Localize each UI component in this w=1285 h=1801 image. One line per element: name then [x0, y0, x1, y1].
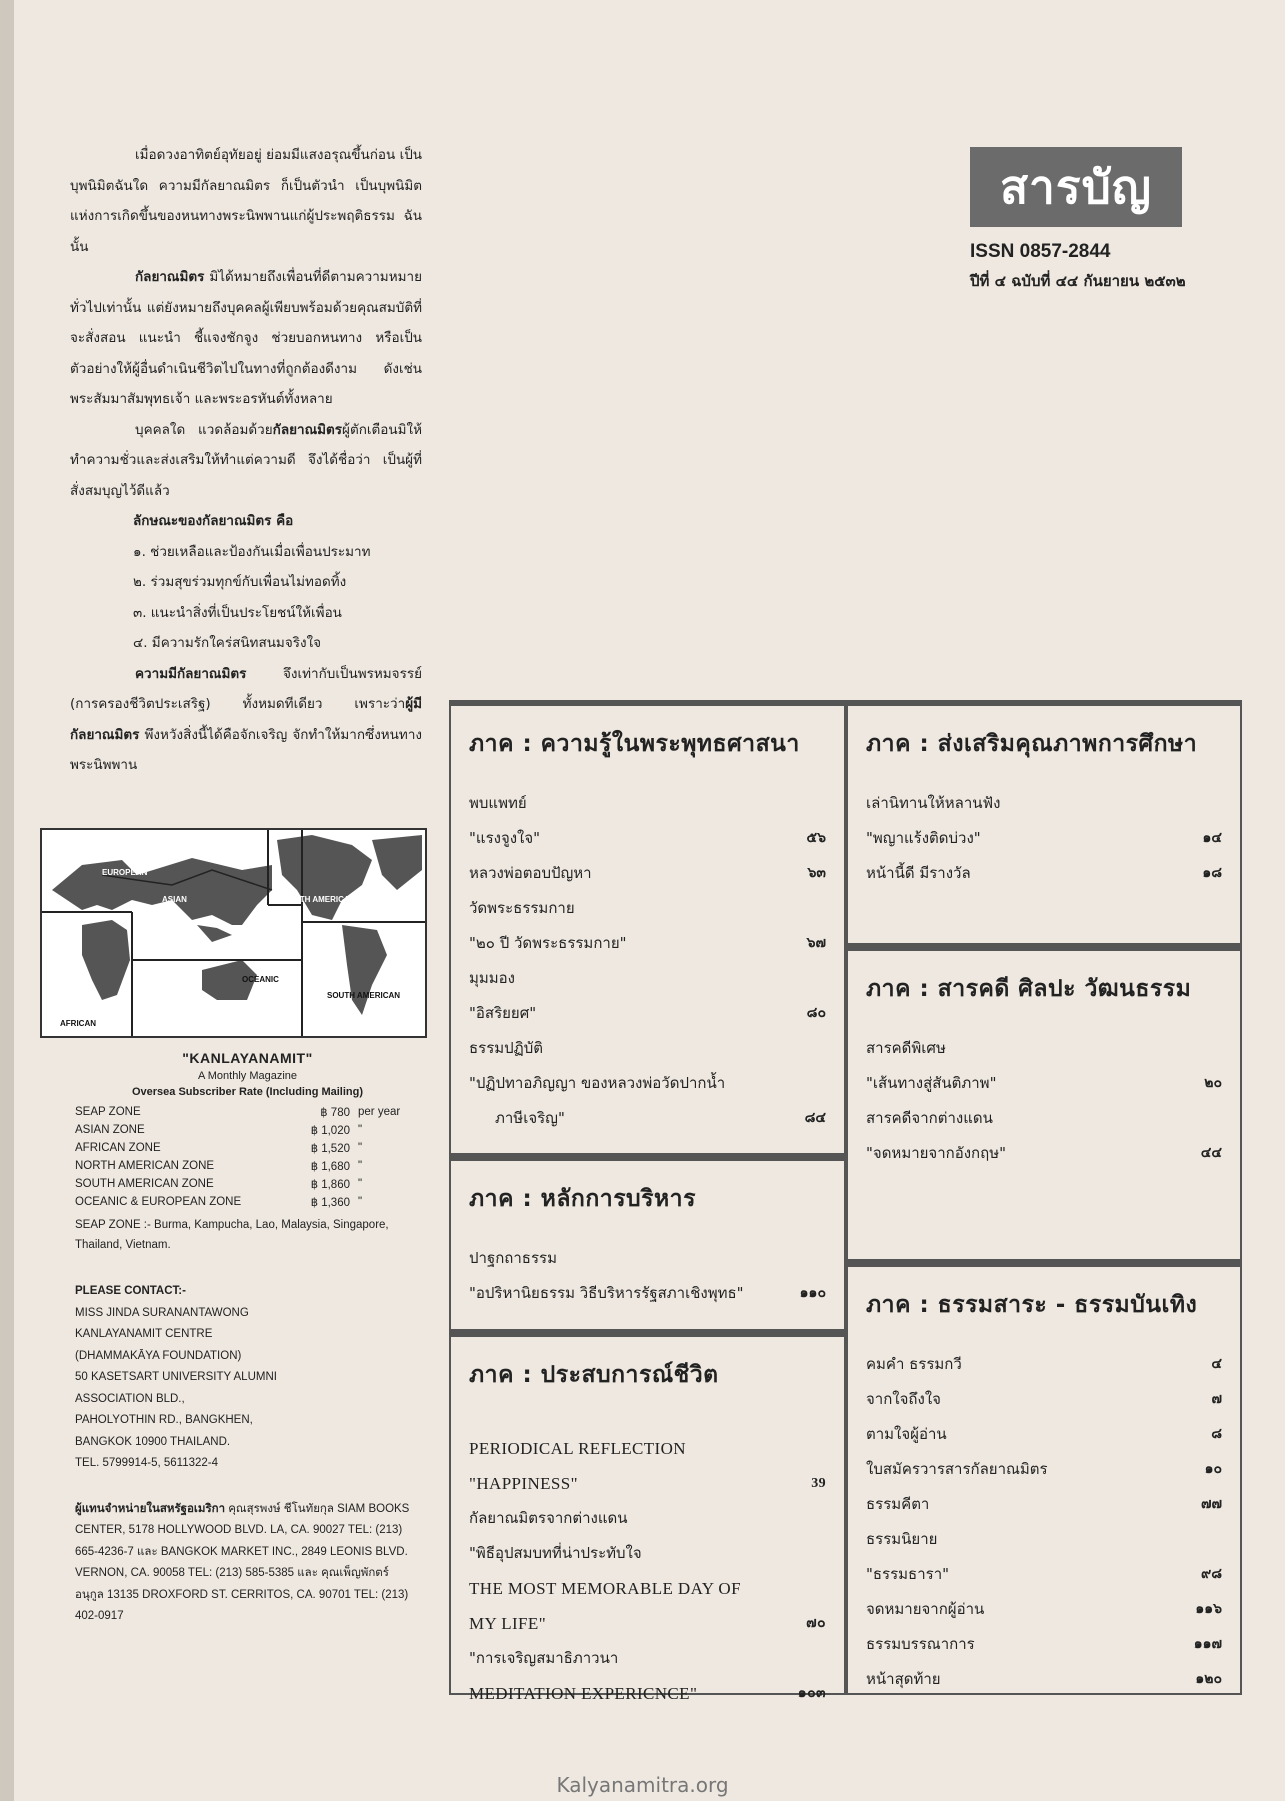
toc-entry[interactable]: "พญาแร้งติดบ่วง" ๑๔ [866, 829, 1222, 847]
contact-line: BANGKOK 10900 THAILAND. [75, 1435, 231, 1448]
toc-entry[interactable]: สารคดีพิเศษ [866, 1039, 946, 1057]
map-label-north-american: NORTH AMERICAN [282, 895, 356, 904]
section-heading: ภาค : หลักการบริหาร [469, 1186, 696, 1212]
contact-line: ASSOCIATION BLD., [75, 1392, 185, 1405]
toc-entry[interactable]: หน้าสุดท้าย ๑๒๐ [866, 1670, 1222, 1688]
contact-line: KANLAYANAMIT CENTRE [75, 1328, 213, 1340]
toc-entry[interactable]: ธรรมบรรณาการ ๑๑๗ [866, 1635, 1222, 1653]
map-label-european: EUROPEAN [102, 868, 148, 877]
list-item: ๔. มีความรักใคร่สนิทสนมจริงใจ [133, 635, 322, 651]
contact-block [75, 1281, 420, 1475]
contact-line: TEL. 5799914-5, 5611322-4 [75, 1457, 219, 1469]
section-heading: ภาค : สารคดี ศิลปะ วัฒนธรรม [866, 976, 1192, 1002]
rate-title: Oversea Subscriber Rate (Including Mailing) [131, 1086, 364, 1098]
masthead [970, 147, 1190, 293]
list-item: ๓. แนะนำสิ่งที่เป็นประโยชน์ให้เพื่อน [133, 604, 342, 621]
toc-entry[interactable]: "พิธีอุปสมบทที่น่าประทับใจ [469, 1544, 642, 1562]
toc-entry[interactable]: วัดพระธรรมกาย [469, 899, 575, 917]
seap-note: SEAP ZONE :- Burma, Kampucha, Lao, Malaysia, Singapore, Thailand, Vietnam. [75, 1219, 389, 1251]
table-of-contents [449, 700, 1242, 1703]
toc-section-experience [449, 1331, 846, 1703]
toc-entry[interactable]: "การเจริญสมาธิภาวนา [469, 1649, 619, 1667]
contact-label: PLEASE CONTACT:- [75, 1285, 186, 1297]
table-row: SEAP ZONE ฿ 780 per year [75, 1106, 401, 1119]
rate-table [75, 1103, 420, 1211]
intro-term: กัลยาณมิตร [135, 269, 205, 285]
toc-entry[interactable]: "อิสริยยศ" ๘๐ [469, 1004, 826, 1022]
map-graphic [42, 830, 425, 1036]
table-row: NORTH AMERICAN ZONE ฿ 1,680 " [75, 1160, 363, 1173]
toc-entry[interactable]: PERIODICAL REFLECTION [469, 1439, 686, 1458]
contact-line: MISS JINDA SURANANTAWONG [75, 1306, 249, 1319]
us-agent-block: ผู้แทนจำหน่ายในสหรัฐอเมริกา คุณสุรพงษ์ ชีโนทัยกุล SIAM BOOKS CENTER, 5178 HOLLYWOOD BLVD. LA, CA. 90027 TEL: (213) 665-4236-7 และ BANGKOK MARKET INC., 2849 LEONIS BLVD. VERNON, CA. 90058 TEL: (213) 585-5385 และ คุณเพ็ญพักตร์ อนุกูล 13135 DROXFORD ST. CERRITOS, CA. 90701 TEL: (213) 402-0917 [75, 1502, 410, 1622]
contact-line: PAHOLYOTHIN RD., BANGKHEN, [75, 1414, 253, 1426]
toc-entry[interactable]: กัลยาณมิตรจากต่างแดน [469, 1509, 628, 1527]
toc-entry[interactable]: "อปริหานิยธรรม วิธีบริหารรัฐสภาเชิงพุทธ" ๑๑๐ [469, 1284, 826, 1302]
list-item: ๒. ร่วมสุขร่วมทุกข์กับเพื่อนไม่ทอดทิ้ง [133, 574, 347, 590]
toc-entry[interactable]: "จดหมายจากอังกฤษ" ๔๔ [866, 1144, 1222, 1162]
toc-section-buddhism [449, 700, 846, 1155]
toc-entry[interactable]: "HAPPINESS" 39 [469, 1474, 826, 1493]
toc-section-management [449, 1155, 846, 1331]
subscription-block [75, 1050, 420, 1628]
toc-entry[interactable]: ภาษีเจริญ" ๘๔ [495, 1109, 826, 1127]
toc-entry[interactable]: ตามใจผู้อ่าน ๘ [866, 1425, 1222, 1443]
toc-entry[interactable]: MEDITATION EXPERICNCE" ๑๐๓ [469, 1684, 826, 1703]
toc-entry[interactable]: ธรรมนิยาย [866, 1530, 938, 1548]
section-heading: ภาค : ธรรมสาระ - ธรรมบันเทิง [866, 1292, 1198, 1318]
toc-entry[interactable]: เล่านิทานให้หลานฟัง [866, 794, 1001, 812]
toc-entry[interactable]: "เส้นทางสู่สันติภาพ" ๒๐ [866, 1074, 1222, 1092]
toc-entry[interactable]: "๒๐ ปี วัดพระธรรมกาย" ๖๗ [469, 934, 826, 952]
section-heading: ภาค : ความรู้ในพระพุทธศาสนา [469, 731, 800, 757]
map-label-oceanic: OCEANIC [242, 975, 279, 984]
toc-entry[interactable]: คมคำ ธรรมกวี ๔ [866, 1355, 1222, 1373]
magazine-subtitle: A Monthly Magazine [197, 1070, 298, 1082]
intro-text [70, 140, 422, 781]
toc-entry[interactable]: "แรงจูงใจ" ๕๖ [469, 829, 826, 847]
map-label-african: AFRICAN [60, 1019, 96, 1028]
table-row: ASIAN ZONE ฿ 1,020 " [75, 1124, 363, 1137]
toc-entry[interactable]: พบแพทย์ [469, 794, 527, 812]
toc-entry[interactable]: สารคดีจากต่างแดน [866, 1109, 993, 1127]
section-heading: ภาค : ส่งเสริมคุณภาพการศึกษา [866, 731, 1198, 757]
page-edge [0, 0, 14, 1801]
toc-section-education [846, 700, 1242, 945]
toc-entry[interactable]: ธรรมปฏิบัติ [469, 1039, 544, 1057]
map-label-seap: SEAP [172, 923, 194, 932]
intro-paragraph-1: เมื่อดวงอาทิตย์อุทัยอยู่ ย่อมมีแสงอรุณขึ้นก่อน เป็นบุพนิมิตฉันใด ความมีกัลยาณมิตร ก็เป็นตัวนำ เป็นบุพนิมิตแห่งการเกิดขึ้นของหนทางพระนิพพานแก่ผู้ประพฤติธรรม ฉันนั้น [70, 147, 422, 255]
intro-paragraph-3: บุคคลใด แวดล้อมด้วยกัลยาณมิตรผู้ตักเตือนมิให้ทำความชั่วและส่งเสริมให้ทำแต่ความดี จึงได้ชื่อว่า เป็นผู้ที่สั่งสมบุญไว้ดีแล้ว [70, 421, 422, 499]
toc-entry[interactable]: "ธรรมธารา" ๙๘ [866, 1565, 1222, 1583]
toc-section-culture [846, 945, 1242, 1261]
magazine-name: "KANLAYANAMIT" [182, 1050, 313, 1066]
toc-entry[interactable]: "ปฏิปทาอภิญญา ของหลวงพ่อวัดปากน้ำ [469, 1074, 726, 1092]
issn: ISSN 0857-2844 [970, 241, 1111, 262]
contact-line: 50 KASETSART UNIVERSITY ALUMNI [75, 1371, 277, 1383]
list-item: ๑. ช่วยเหลือและป้องกันเมื่อเพื่อนประมาท [133, 543, 371, 560]
toc-entry[interactable]: ใบสมัครวารสารกัลยาณมิตร ๑๐ [866, 1460, 1222, 1478]
toc-entry[interactable]: มุมมอง [469, 969, 515, 987]
toc-entry[interactable]: MY LIFE" ๗๐ [469, 1614, 826, 1633]
contents-logo: สารบัญ [970, 147, 1182, 227]
intro-paragraph-4: ความมีกัลยาณมิตร จึงเท่ากับเป็นพรหมจรรย์ (การครองชีวิตประเสริฐ) ทั้งหมดทีเดียว เพราะว่าผู้มีกัลยาณมิตร พึงหวังสิ่งนี้ได้คือจักเจริญ จักทำให้มากซึ่งหนทางพระนิพพาน [70, 665, 422, 773]
intro-paragraph-2: กัลยาณมิตร มิได้หมายถึงเพื่อนที่ดีตามความหมายทั่วไปเท่านั้น แต่ยังหมายถึงบุคคลผู้เพียบพร้อมด้วยคุณสมบัติที่จะสั่งสอน แนะนำ ชี้แจงชักจูง ช่วยบอกหนทาง หรือเป็นตัวอย่างให้ผู้อื่นดำเนินชีวิตไปในทางที่ถูกต้องดีงาม ดังเช่นพระสัมมาสัมพุทธเจ้า และพระอรหันต์ทั้งหลาย [70, 269, 422, 407]
map-label-asian: ASIAN [162, 895, 187, 904]
table-row: OCEANIC & EUROPEAN ZONE ฿ 1,360 " [75, 1196, 363, 1209]
table-row: SOUTH AMERICAN ZONE ฿ 1,860 " [75, 1178, 363, 1191]
toc-entry[interactable]: THE MOST MEMORABLE DAY OF [469, 1579, 741, 1598]
contact-line: (DHAMMAKĀYA FOUNDATION) [75, 1349, 242, 1362]
world-zone-map [40, 828, 427, 1038]
section-heading: ภาค : ประสบการณ์ชีวิต [469, 1362, 719, 1388]
toc-entry[interactable]: หน้านี้ดี มีรางวัล ๑๘ [866, 864, 1222, 882]
characteristics-title: ลักษณะของกัลยาณมิตร คือ [133, 513, 294, 529]
toc-entry[interactable]: จากใจถึงใจ ๗ [866, 1390, 1222, 1408]
toc-entry[interactable]: ปาฐกถาธรรม [469, 1249, 557, 1267]
characteristics-list [70, 537, 422, 659]
map-label-south-american: SOUTH AMERICAN [327, 991, 401, 1000]
toc-entry[interactable]: ธรรมคีตา ๗๗ [866, 1495, 1222, 1513]
table-row: AFRICAN ZONE ฿ 1,520 " [75, 1142, 363, 1155]
toc-entry[interactable]: หลวงพ่อตอบปัญหา ๖๓ [469, 864, 826, 882]
footer-watermark: Kalyanamitra.org [556, 1773, 729, 1797]
issue-info: ปีที่ ๔ ฉบับที่ ๔๔ กันยายน ๒๕๓๒ [970, 272, 1186, 290]
toc-entry[interactable]: จดหมายจากผู้อ่าน ๑๑๖ [866, 1600, 1222, 1618]
toc-section-dharma [846, 1261, 1242, 1695]
